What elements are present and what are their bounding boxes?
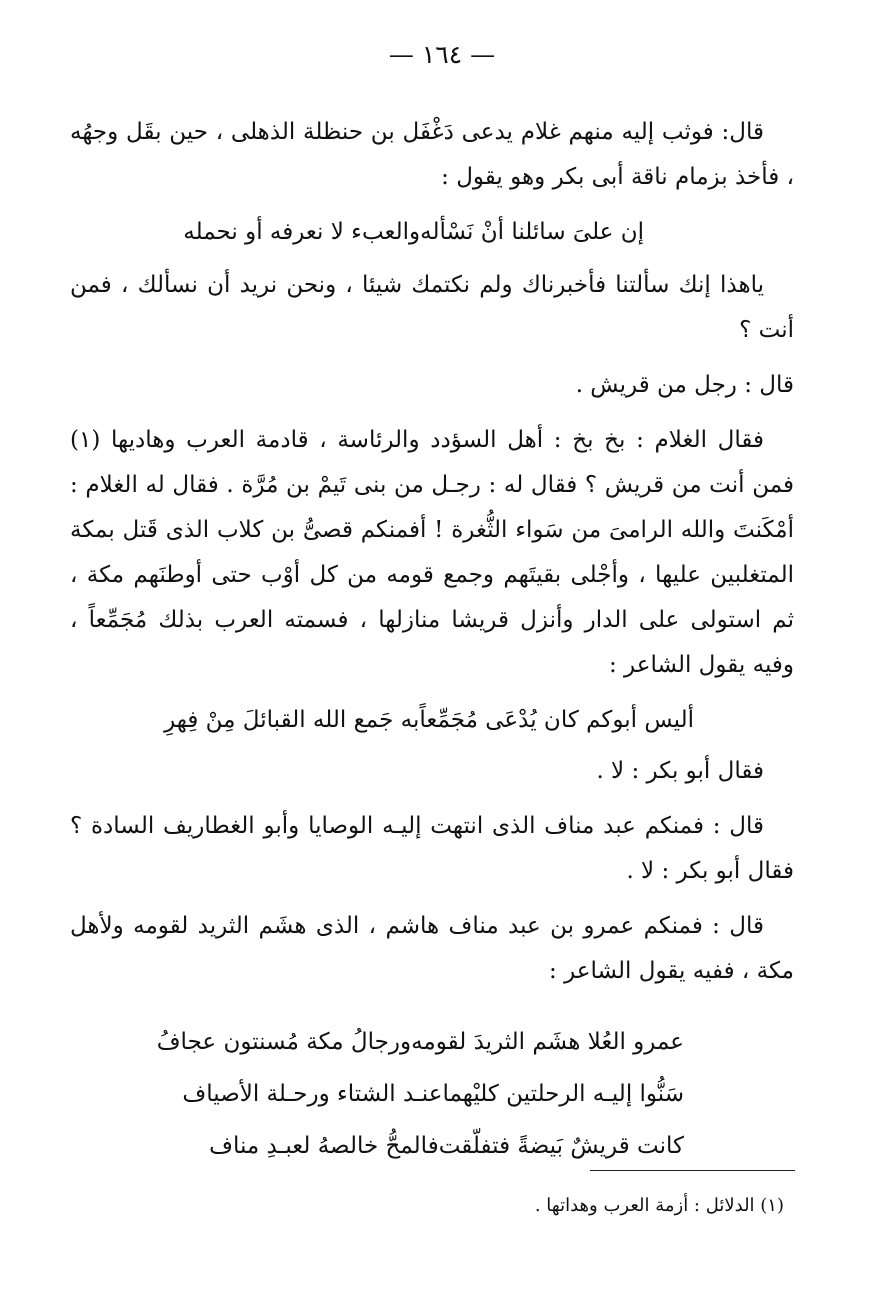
verse-hemistich-first: كانت قريشٌ بَيضةً فتفلّقت: [438, 1133, 684, 1159]
verse-line: [164, 698, 694, 743]
paragraph-6: قال : فمنكم عبد مناف الذى انتهت إليـه الوصايا وأبو الغطاريف السادة ؟ فقال أبو بكر : لا .: [70, 813, 794, 884]
verse-hemistich-second: عنـد الشتاء ورحـلة الأصياف: [182, 1081, 443, 1107]
verse-line: [209, 1120, 684, 1172]
verse-line: [156, 1016, 684, 1068]
verse-hemistich-first: أليس أبوكم كان يُدْعَى مُجَمِّعاً: [419, 707, 694, 733]
verse-block-3: [70, 1016, 794, 1172]
paragraph-1: قال: فوثب إليه منهم غلام يدعى دَغْفَل بن حنظلة الذهلى ، حين بقَل وجهُه ، فأخذ بزمام ناقة أبى بكر وهو يقول :: [70, 119, 794, 190]
paragraph-7: قال : فمنكم عمرو بن عبد مناف هاشم ، الذى هشَم الثريد لقومه ولأهل مكة ، ففيه يقول الشاعر :: [70, 913, 794, 984]
footnote-divider: [590, 1170, 795, 1171]
paragraph-3: قال : رجل من قريش .: [575, 372, 794, 398]
verse-hemistich-second: ورجالُ مكة مُسنتون عجافُ: [156, 1029, 412, 1055]
verse-line: [183, 210, 644, 255]
paragraph-5: فقال أبو بكر : لا .: [596, 758, 764, 784]
verse-hemistich-second: فالمحُّ خالصهُ لعبـدِ مناف: [209, 1133, 439, 1159]
verse-block-1: [70, 210, 794, 255]
verse-hemistich-first: إن علىَ سائلنا أنْ نَسْأله: [420, 219, 644, 245]
verse-block-2: [70, 698, 794, 743]
paragraph-4: فقال الغلام : بخ بخ : أهل السؤدد والرئاسة ، قادمة العرب وهاديها (١) فمن أنت من قريش ؟ فقال له : رجـل من بنى تَيمْ بن مُرَّة . فقال له الغلام : أمْكَنتَ والله الرامىَ من سَواء الثُّغرة ! أفمنكم قصىُّ بن كلاب الذى قَتل بمكة المتغلبين عليها ، وأجْلى بقيتَهم وجمع قومه من كل أوْب حتى أوطنَهم مكة ، ثم استولى على الدار وأنزل قريشا منازلها ، فسمته العرب بذلك مُجَمِّعاً ، وفيه يقول الشاعر :: [70, 427, 794, 678]
page-number: — ١٦٤ —: [388, 40, 496, 69]
verse-hemistich-first: سَنُّوا إليـه الرحلتين كليْهما: [442, 1081, 684, 1107]
paragraph-2: ياهذا إنك سألتنا فأخبرناك ولم نكتمك شيئا ، ونحن نريد أن نسألك ، فمن أنت ؟: [70, 272, 794, 343]
footnote: (١) الدلائل : أزمة العرب وهداتها .: [534, 1195, 784, 1216]
verse-line: [182, 1068, 684, 1120]
verse-hemistich-second: به جَمع الله القبائلَ مِنْ فِهرِ: [164, 707, 420, 733]
verse-hemistich-first: عمرو العُلا هشَم الثريدَ لقومه: [411, 1029, 684, 1055]
body-text: [70, 110, 794, 1172]
verse-hemistich-second: والعبء لا نعرفه أو نحمله: [183, 219, 421, 245]
